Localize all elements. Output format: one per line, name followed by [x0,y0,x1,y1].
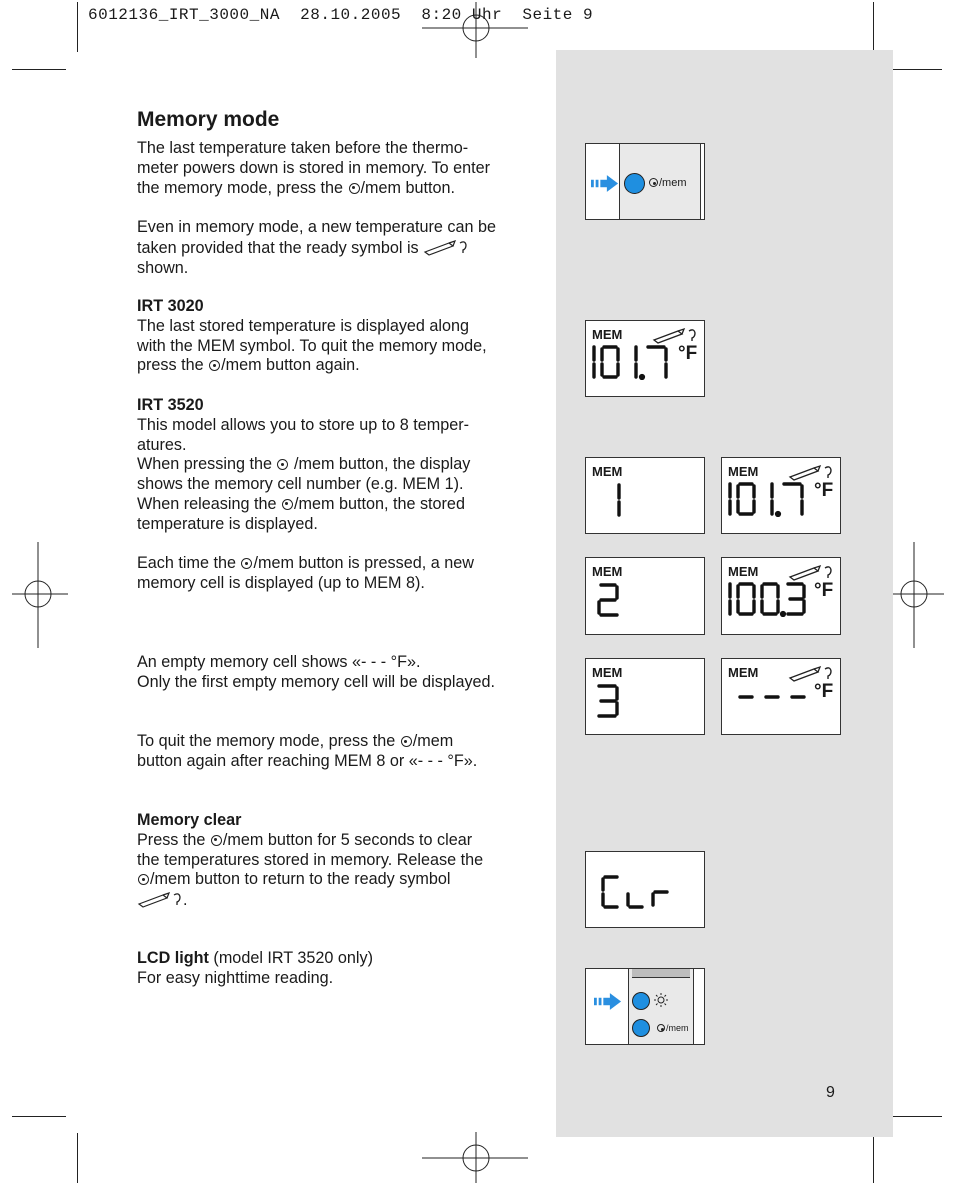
lcd-reading [726,581,818,617]
crop-mark [888,69,942,70]
lcd-empty-dashes [736,691,812,703]
paragraph-empty-cell: An empty memory cell shows «- - - °F». Only the first empty memory cell will be displayed. [137,653,496,691]
ready-symbol-icon [788,664,834,682]
ready-symbol-icon [137,890,183,908]
lcd-cell-number [596,582,622,618]
print-time: 8:20 Uhr [421,6,503,24]
lcd-clr [600,874,676,912]
page-number: 9 [826,1084,835,1101]
registration-mark-right [886,540,946,650]
mem-button-icon [657,1024,665,1032]
crop-mark [77,1133,78,1183]
ready-symbol-icon [423,238,469,256]
mem-button-icon [632,1019,650,1037]
paragraph-quit: To quit the memory mode, press the /mem button again after reaching MEM 8 or «- - - °F». [137,732,478,770]
mem-button-icon [649,178,658,187]
press-arrow-icon [591,175,619,192]
crop-mark [12,69,66,70]
display-mem-cell-1 [585,457,705,534]
mem-button-icon [349,183,360,194]
mem-label: MEM [592,564,623,579]
crop-mark [12,1116,66,1117]
mem-label: MEM [592,464,623,479]
mem-button-icon [282,499,293,510]
registration-mark-left [10,540,70,650]
doc-code: 6012136_IRT_3000_NA [88,6,280,24]
ready-symbol-icon [788,463,834,481]
unit-label: °F [678,343,698,364]
mem-button-icon [277,459,288,470]
mem-label: MEM [728,464,759,479]
section-irt3520: IRT 3520 This model allows you to store up to 8 temper- atures. When pressing the /mem button, the display shows the memory cell number (e.g. MEM 1). When releasing the /mem button, the stored temperature is displayed. [137,396,471,533]
illustration-mem-button [585,143,705,220]
illustration-light-button [585,968,705,1045]
crop-mark [77,2,78,52]
crop-mark [873,1133,874,1183]
lcd-reading [590,344,682,380]
unit-label: °F [814,580,834,601]
paragraph-intro: The last temperature taken before the thermo- meter powers down is stored in memory. To enter the memory mode, press the /mem button. [137,139,490,197]
display-mem-cell-2 [585,557,705,635]
mem-label: MEM [728,564,759,579]
mem-label: MEM [728,665,759,680]
mem-button-label: /mem [656,1023,689,1033]
print-header [88,6,593,24]
display-clear [585,851,705,928]
section-heading-irt3020: IRT 3020 [137,297,204,315]
mem-button-icon [211,835,222,846]
print-page-label: Seite 9 [522,6,594,24]
mem-button-label: /mem [648,177,687,189]
page-title: Memory mode [137,108,280,131]
section-heading-memory-clear: Memory clear [137,811,242,829]
device-display-edge [632,969,690,978]
bulb-icon [654,993,668,1007]
mem-button-icon [401,736,412,747]
registration-mark-bottom [420,1130,530,1185]
section-lcd-light: LCD light (model IRT 3520 only) For easy nighttime reading. [137,949,373,987]
mem-label: MEM [592,327,623,342]
mem-button-icon [241,558,252,569]
display-mem-1-reading [721,457,841,534]
ready-symbol-icon [788,563,834,581]
mem-button-icon [209,360,220,371]
press-arrow-icon [594,993,622,1010]
section-memory-clear: Memory clear Press the /mem button for 5 seconds to clear the temperatures stored in memory. Release the /mem button to return to the ready symbol . [137,811,484,910]
ready-symbol-icon [652,326,698,344]
paragraph-new-temp: Even in memory mode, a new temperature can be taken provided that the ready symbol is shown. [137,218,497,277]
paragraph-each-time: Each time the /mem button is pressed, a new memory cell is displayed (up to MEM 8). [137,554,474,592]
unit-label: °F [814,681,834,702]
crop-mark [873,2,874,52]
display-empty-cell [721,658,841,735]
lcd-cell-number [596,683,622,719]
mem-label: MEM [592,665,623,680]
lcd-cell-number [612,482,626,518]
lcd-reading [726,481,818,517]
mem-button-icon [138,874,149,885]
display-irt3020-reading [585,320,705,397]
display-mem-cell-3 [585,658,705,735]
section-heading-irt3520: IRT 3520 [137,396,204,414]
crop-mark [888,1116,942,1117]
unit-label: °F [814,480,834,501]
print-date: 28.10.2005 [300,6,402,24]
section-heading-lcd-light: LCD light [137,949,209,967]
mem-button-icon [624,173,645,194]
light-button-icon [632,992,650,1010]
display-mem-2-reading [721,557,841,635]
section-irt3020: IRT 3020 The last stored temperature is displayed along with the MEM symbol. To quit the memory mode, press the /mem button again. [137,297,487,375]
